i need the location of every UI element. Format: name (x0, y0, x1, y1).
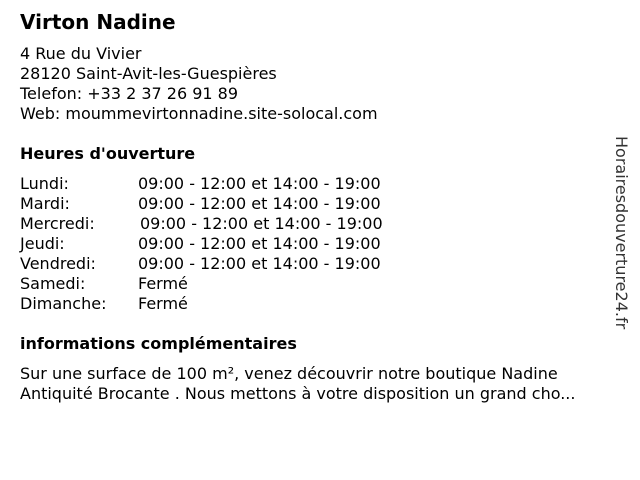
site-watermark: Horairesdouverture24.fr (612, 136, 631, 330)
day-label: Mardi: (20, 194, 70, 213)
website-url: Web: moummevirtonnadine.site-solocal.com (20, 104, 378, 123)
business-name: Virton Nadine (20, 10, 176, 34)
day-label: Lundi: (20, 174, 69, 193)
contact-details (20, 44, 378, 124)
day-label: Vendredi: (20, 254, 96, 273)
time-value: 09:00 - 12:00 et 14:00 - 19:00 (140, 214, 383, 233)
city-address: 28120 Saint-Avit-les-Guespières (20, 64, 277, 83)
time-value: 09:00 - 12:00 et 14:00 - 19:00 (138, 174, 381, 193)
time-value: Fermé (138, 294, 188, 313)
info-line: Sur une surface de 100 m², venez découvrir notre boutique Nadine (20, 364, 558, 383)
time-value: 09:00 - 12:00 et 14:00 - 19:00 (138, 234, 381, 253)
info-description (20, 364, 610, 404)
time-value: 09:00 - 12:00 et 14:00 - 19:00 (138, 194, 381, 213)
day-label: Jeudi: (20, 234, 65, 253)
day-label: Samedi: (20, 274, 86, 293)
day-label: Dimanche: (20, 294, 107, 313)
phone-number: Telefon: +33 2 37 26 91 89 (20, 84, 239, 103)
time-value: 09:00 - 12:00 et 14:00 - 19:00 (138, 254, 381, 273)
time-value: Fermé (138, 274, 188, 293)
day-label: Mercredi: (20, 214, 95, 233)
info-heading: informations complémentaires (20, 334, 297, 353)
info-line: Antiquité Brocante . Nous mettons à votre disposition un grand cho... (20, 384, 576, 403)
hours-heading: Heures d'ouverture (20, 144, 196, 163)
street-address: 4 Rue du Vivier (20, 44, 142, 63)
